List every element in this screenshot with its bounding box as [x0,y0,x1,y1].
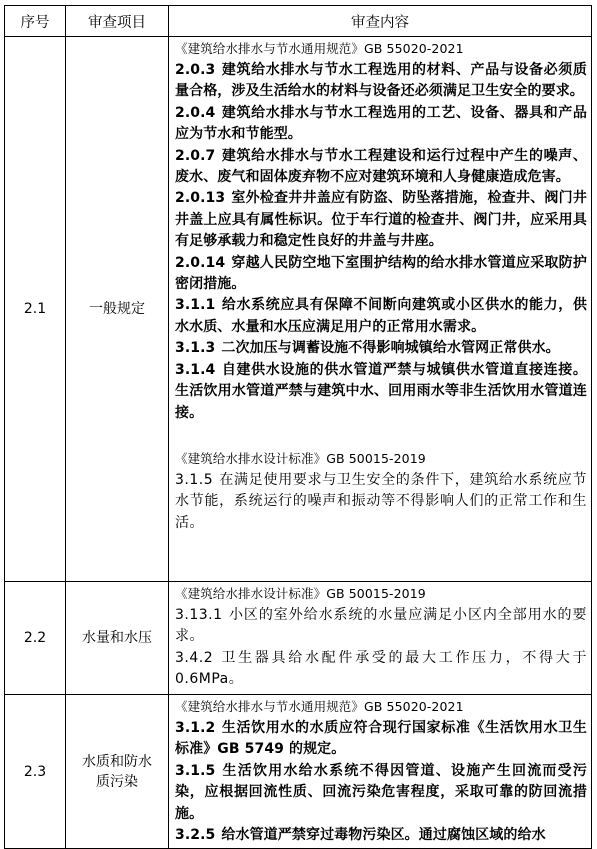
clause-code: 2.0.14 [175,254,226,271]
header-row [5,6,592,37]
table-row [5,695,592,849]
clause-text: 穿越人民防空地下室围护结构的给水排水管道应采取防护密闭措施。 [175,254,587,293]
standard-reference: 《建筑给水排水与节水通用规范》GB 55020-2021 [175,41,464,56]
clause [175,761,587,825]
clause [175,103,587,146]
clause-code: 2.0.13 [175,190,226,207]
standard-reference: 《建筑给水排水设计标准》GB 50015-2019 [175,586,426,601]
clause-code: 2.0.4 [175,104,216,121]
clause-text: 建筑给水排水与节水工程建设和运行过程中产生的噪声、废水、废气和固体废弃物不应对建筑环境和人身健康造成危害。 [175,147,587,186]
clause-text: 建筑给水排水与节水工程选用的材料、产品与设备必须质量合格，涉及生活给水的材料与设备还必须满足卫生安全的要求。 [175,62,587,100]
clause-text: 自建供水设施的供水管道严禁与城镇供水管道直接连接。生活饮用水管道严禁与建筑中水、回用雨水等非生活饮用水管道连接。 [175,361,587,421]
standard-reference: 《建筑给水排水设计标准》GB 50015-2019 [175,450,426,466]
review-content [169,37,592,582]
clause-text: 小区的室外给水系统的水量应满足小区内全部用水的要求。 [175,607,587,645]
review-table [4,5,592,849]
clause [175,188,587,252]
clause-text: 二次加压与调蓄设施不得影响城镇给水管网正常供水。 [221,340,560,357]
clause [175,605,587,648]
clause [175,825,587,846]
clause-code: 3.1.4 [175,361,216,378]
clause-code: 2.0.7 [175,147,216,164]
row-number: 2.1 [5,37,66,582]
header-content: 审查内容 [169,6,592,37]
table-row [5,582,592,695]
clause-text: 生活饮用水的水质应符合现行国家标准《生活饮用水卫生标准》GB 5749 的规定。 [175,720,587,758]
review-item-label: 水量和水压 [82,630,152,646]
clause-code: 3.1.1 [175,297,216,314]
clause-code: 3.13.1 [175,607,223,623]
header-no: 序号 [5,6,66,37]
review-item-label-line2: 质污染 [96,773,138,790]
review-item-label-line1: 水质和防水 [82,753,152,770]
clause [175,295,587,338]
header-item: 审查项目 [66,6,169,37]
clause-code: 3.4.2 [175,649,214,666]
review-item [66,37,169,582]
clause-code: 2.0.3 [175,62,216,78]
clause-code: 3.1.5 [175,471,214,488]
review-item-label: 一般规定 [89,301,145,317]
clause [175,338,587,359]
clause-text: 生活饮用水给水系统不得因管道、设施产生回流而受污染，应根据回流性质、回流污染危害程度，采取可靠的防回流措施。 [175,762,587,822]
clause-code: 3.2.5 [175,827,216,844]
clause-code: 3.1.3 [175,340,216,357]
review-content [169,582,592,695]
table-row [5,37,592,582]
clause [175,253,587,296]
row-number: 2.3 [5,695,66,849]
review-item [66,695,169,849]
review-item [66,582,169,695]
clause [175,470,587,534]
clause [175,718,587,761]
clause-text: 室外检查井井盖应有防盗、防坠落措施，检查井、阀门井井盖上应具有属性标识。位于车行道的检查井、阀门井，应采用具有足够承载力和稳定性良好的井盖与井座。 [175,190,587,250]
clause [175,360,587,424]
review-content [169,695,592,849]
clause-text: 卫生器具给水配件承受的最大工作压力，不得大于0.6MPa。 [175,649,587,688]
clause [175,648,587,691]
clause [175,146,587,189]
clause-text: 给水系统应具有保障不间断向建筑或小区供水的能力，供水水质、水量和水压应满足用户的正常用水需求。 [175,297,587,335]
row-number: 2.2 [5,582,66,695]
clause-text: 给水管道严禁穿过毒物污染区。通过腐蚀区域的给水 [221,827,546,844]
clause-code: 3.1.5 [175,762,216,779]
standard-reference: 《建筑给水排水与节水通用规范》GB 55020-2021 [175,699,464,714]
clause-text: 在满足使用要求与卫生安全的条件下，建筑给水系统应节水节能，系统运行的噪声和振动等不得影响人们的正常工作和生活。 [175,471,587,531]
clause [175,60,587,103]
clause-text: 建筑给水排水与节水工程选用的工艺、设备、器具和产品应为节水和节能型。 [175,104,587,143]
clause-code: 3.1.2 [175,720,216,736]
